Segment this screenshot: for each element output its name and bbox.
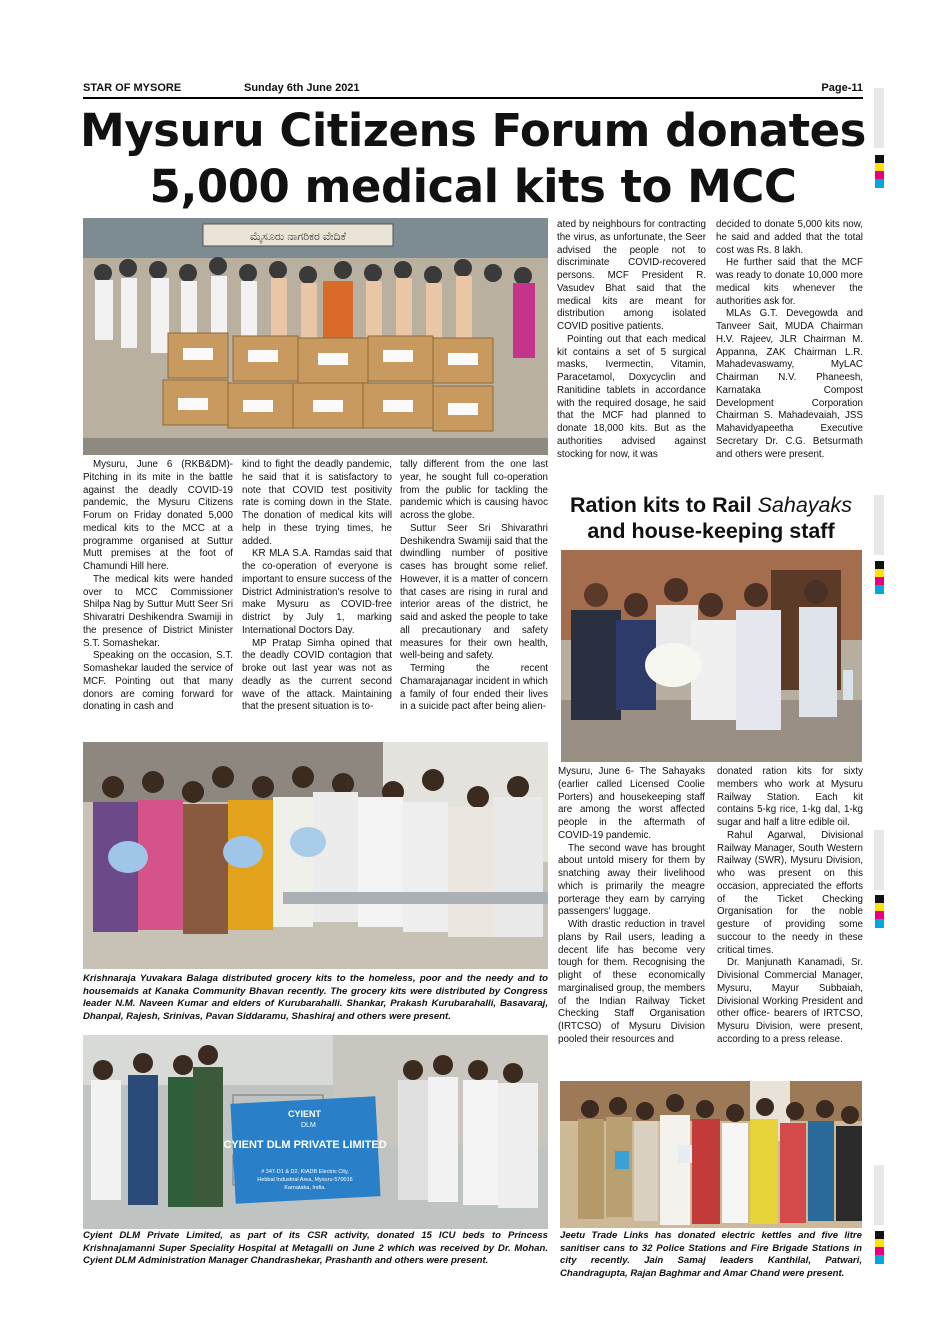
paragraph: decided to donate 5,000 kits now, he said and added that the total cost was Rs. 8 lakh.	[716, 219, 863, 256]
paragraph: Pointing out that each medical kit contains a set of 5 surgical masks, Ivermectin, Vitamin, Paracetamol, Doxycyclin and Ranitidine tablets in accordance with the required dosage, he said that the MCF had planned to donate 18,000 kits. But as the authorities advised against stocking for now, it was	[557, 333, 706, 460]
rail-story-headline	[558, 492, 864, 544]
reg-mark-cyan	[875, 179, 884, 188]
paragraph: Rahul Agarwal, Divisional Railway Manager, South Western Railway (SWR), Mysuru Division, who was present on this occasion, appreciated the efforts of the Ticket Checking Organisation for the noble gesture of providing some succour to the needy in these critical times.	[717, 829, 863, 956]
paragraph: tally different from the one last year, he sought full co-operation from the public for tackling the pandemic which is causing havoc across the globe.	[400, 459, 548, 521]
paragraph: kind to fight the deadly pandemic, he said that it is satisfactory to note that COVID test positivity rate is coming down in the State. The donation of medical kits will help in these trying times, he added.	[242, 459, 392, 547]
page-header	[83, 82, 863, 96]
rail-story-col-2	[717, 766, 863, 1047]
cyient-banner-address-2: Hebbal Industrial Area, Mysuru-570016	[257, 1177, 353, 1183]
jeetu-caption: Jeetu Trade Links has donated electric kettles and five litre sanitiser cans to 32 Police Stations and Fire Brigade Stations in city recently. Jain Samaj leaders Kanthilal, Patwari, Chandragupta, Rajan Baghmar and Amar Chand were present.	[560, 1230, 862, 1279]
main-story-col-3	[400, 459, 548, 714]
paragraph: The second wave has brought about untold misery for them by snatching away their livelihood which is primarily the meagre porterage they earn by carrying passengers' luggage.	[558, 842, 705, 918]
reg-mark-cyan	[875, 919, 884, 928]
cyient-banner-address-3: Karnataka, India.	[284, 1185, 326, 1191]
cyient-caption: Cyient DLM Private Limited, as part of its CSR activity, donated 15 ICU beds to Princess Krishnajamanni Super Speciality Hospital at Metagalli on June 2 which was received by Dr. Mohan. Cyient DLM Administration Manager Chandrashekar, Prashanth and others were present.	[83, 1230, 548, 1267]
main-story-col-5	[716, 219, 863, 461]
paragraph: Suttur Seer Sri Shivarathri Deshikendra Swamiji said that the dwindling number of positive cases has brought some relief. However, it is a matter of concern that cases are rising in rural and interior areas of the district, he said and asked the people to take all precautionary and safety measures for their own health, well-being and safety.	[400, 522, 548, 662]
cyient-logo: CYIENT	[288, 1109, 322, 1119]
paragraph: Mysuru, June 6- The Sahayaks (earlier called Licensed Coolie Porters) and housekeeping staff are among the worst affected people in the aftermath of COVID-19 pandemic.	[558, 766, 705, 841]
cyient-banner-title: CYIENT DLM PRIVATE LIMITED	[223, 1139, 387, 1151]
main-headline	[70, 103, 876, 215]
rail-ration-photo	[561, 550, 862, 762]
margin-bar-low	[874, 830, 884, 890]
headline-line-2: 5,000 medical kits to MCC	[149, 160, 797, 213]
margin-bar-bottom	[874, 1165, 884, 1225]
cyient-logo-sub: DLM	[301, 1122, 316, 1129]
margin-bar-top	[874, 88, 884, 148]
medical-kits-photo	[83, 218, 548, 455]
paragraph: Terming the recent Chamarajanagar incident in which a family of four ended their lives in a suicide pact after being alien-	[400, 663, 548, 713]
paragraph: With drastic reduction in travel plans by Rail users, leading a decent life has become very tough for them. Recognising the plight of these economically marginalised group, the members of the Indian Railway Ticket Checking Staff Organisation (IRTCSO) of Mysuru Division pooled their resources and	[558, 919, 705, 1045]
paragraph: KR MLA S.A. Ramdas said that the co-operation of everyone is important to ensure success of the District Administration's resolve to make Mysuru as COVID-free district by July 1, marking International Doctors Day.	[242, 548, 392, 636]
page-number: Page-11	[821, 82, 863, 94]
paragraph: donated ration kits for sixty members who work at Mysuru Railway Station. Each kit contains 5-kg rice, 1-kg dal, 1-kg sugar and half a litre edible oil.	[717, 766, 863, 828]
grocery-caption: Krishnaraja Yuvakara Balaga distributed grocery kits to the homeless, poor and the needy and to housemaids at Kanaka Community Bhavan recently. The grocery kits were distributed by Congress leader N.M. Naveen Kumar and elders of Kurubarahalli. Shankar, Prakash Kurubarahalli, Basavaraj, Dhanpal, Rajesh, Srinivas, Pavan Siddaramu, Shashiraj and others were present.	[83, 973, 548, 1022]
paragraph: ated by neighbours for contracting the virus, as unfortunate, the Seer advised the people not to discriminate COVID-recovered persons. MCF President R. Vasudev Bhat said that the medical kits are meant for distribution among isolated COVID positive patients.	[557, 219, 706, 332]
rail-headline-c: and house-keeping staff	[587, 519, 835, 543]
main-story-col-1	[83, 459, 233, 714]
rail-headline-a: Ration kits to Rail	[570, 493, 758, 517]
paragraph: MP Pratap Simha opined that the deadly COVID contagion that broke out last year was not as deadly as the current second wave of the attack. Maintaining that the present situation is to-	[242, 637, 392, 713]
newspaper-name: STAR OF MYSORE	[83, 82, 182, 94]
paragraph: MLAs G.T. Devegowda and Tanveer Sait, MUDA Chairman H.V. Rajeev, JLR Chairman M. Appanna, ZAK Chairman L.R. Mahadevaswamy, MyLAC Chairman N.V. Phaneesh, Karnataka Compost Development Corporation Chairman S. Mahadevaiah, JSS Mahavidyapeetha Executive Secretary Dr. C.G. Betsurmath and others were present.	[716, 308, 863, 460]
paragraph: The medical kits were handed over to MCC Commissioner Shilpa Nag by Suttur Mutt Seer Sri Shivaratri Deshikendra Swamiji in the presence of District Minister S.T. Somashekar.	[83, 573, 233, 649]
issue-date: Sunday 6th June 2021	[244, 82, 360, 94]
grocery-kits-photo	[83, 742, 548, 969]
rail-headline-b: Sahayaks	[757, 493, 852, 517]
margin-bar-mid	[874, 495, 884, 555]
paragraph: Mysuru, June 6 (RKB&DM)- Pitching in its mite in the battle against the deadly COVID-19 pandemic, the Mysuru Citizens Forum on Friday donated 5,000 medical kits to the MCC at a programme organised at Suttur Mutt premises at the foot of Chamundi Hill here.	[83, 459, 233, 572]
forum-banner: ಮೈಸೂರು ನಾಗರಿಕರ ವೇದಿಕೆ	[249, 231, 347, 243]
header-rule	[83, 97, 863, 99]
paragraph: Speaking on the occasion, S.T. Somashekar lauded the service of MCF. Pointing out that many donors are coming forward for donating in cash and	[83, 650, 233, 713]
jeetu-sanitiser-photo	[560, 1081, 862, 1228]
rail-story-col-1	[558, 766, 705, 1047]
reg-mark-cyan	[875, 585, 884, 594]
paragraph: Dr. Manjunath Kanamadi, Sr. Divisional Commercial Manager, Mysuru, Mayur Subbaiah, Divisional Working President and other office- bearers of IRTCSO, Mysuru Division, were present, according to a press release.	[717, 957, 863, 1045]
reg-mark-cyan	[875, 1255, 884, 1264]
cyient-banner-address-1: # 347-D1 & D2, KIADB Electric City,	[261, 1169, 349, 1175]
main-story-col-4	[557, 219, 706, 461]
headline-line-1: Mysuru Citizens Forum donates	[80, 104, 866, 157]
main-story-col-2	[242, 459, 392, 714]
cyient-icu-beds-photo	[83, 1035, 548, 1229]
paragraph: He further said that the MCF was ready to donate 10,000 more medical kits whenever the authorities ask for.	[716, 257, 863, 307]
